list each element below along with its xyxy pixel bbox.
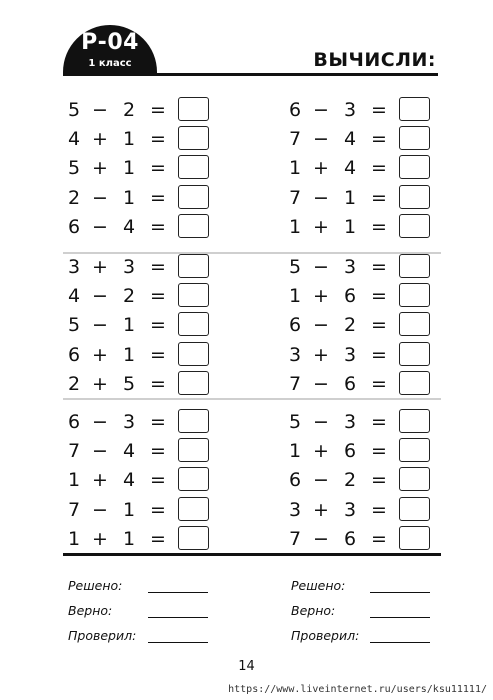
operator: − [313, 528, 329, 550]
operand-a: 6 [289, 99, 302, 121]
answer-box[interactable] [399, 185, 430, 209]
operator: + [313, 285, 329, 307]
equals-sign: = [150, 187, 166, 209]
operand-b: 1 [123, 128, 136, 150]
page-number: 14 [238, 659, 255, 674]
equals-sign: = [150, 285, 166, 307]
operator: + [313, 499, 329, 521]
operand-b: 2 [123, 285, 136, 307]
operand-a: 7 [68, 440, 81, 462]
grade-label: 1 класс [88, 58, 132, 69]
equals-sign: = [150, 216, 166, 238]
answer-box[interactable] [399, 467, 430, 491]
correct-label-left: Верно: [68, 603, 113, 618]
operand-b: 3 [123, 411, 136, 433]
answer-box[interactable] [178, 371, 209, 395]
operator: − [313, 187, 329, 209]
operand-a: 3 [289, 344, 302, 366]
operator: − [313, 373, 329, 395]
operand-b: 1 [123, 344, 136, 366]
operand-b: 5 [123, 373, 136, 395]
equals-sign: = [150, 469, 166, 491]
operator: + [92, 128, 108, 150]
answer-box[interactable] [399, 126, 430, 150]
operand-b: 6 [344, 440, 357, 462]
equals-sign: = [371, 499, 387, 521]
equals-sign: = [371, 256, 387, 278]
operand-b: 1 [123, 187, 136, 209]
operand-b: 6 [344, 373, 357, 395]
equals-sign: = [371, 469, 387, 491]
answer-box[interactable] [178, 126, 209, 150]
operator: + [92, 256, 108, 278]
operand-a: 3 [68, 256, 81, 278]
operand-b: 1 [344, 216, 357, 238]
page-title: ВЫЧИСЛИ: [313, 49, 436, 71]
worksheet-badge [63, 25, 157, 75]
equals-sign: = [371, 440, 387, 462]
operator: − [313, 256, 329, 278]
operator: + [313, 216, 329, 238]
checked-line-left[interactable] [148, 642, 208, 643]
operand-a: 5 [289, 411, 302, 433]
operand-a: 5 [68, 99, 81, 121]
operand-a: 6 [68, 216, 81, 238]
answer-box[interactable] [178, 214, 209, 238]
equals-sign: = [150, 411, 166, 433]
answer-box[interactable] [178, 438, 209, 462]
equals-sign: = [371, 99, 387, 121]
operand-b: 3 [344, 256, 357, 278]
operator: − [313, 314, 329, 336]
equals-sign: = [371, 344, 387, 366]
operand-a: 7 [289, 187, 302, 209]
operand-b: 2 [344, 314, 357, 336]
operand-a: 6 [289, 314, 302, 336]
operand-b: 3 [344, 344, 357, 366]
operator: − [92, 216, 108, 238]
operator: + [92, 528, 108, 550]
operator: + [92, 373, 108, 395]
solved-line-right[interactable] [370, 592, 430, 593]
operand-a: 4 [68, 285, 81, 307]
operator: − [92, 411, 108, 433]
operand-a: 7 [289, 128, 302, 150]
operand-b: 4 [123, 440, 136, 462]
operand-b: 3 [344, 411, 357, 433]
operand-b: 4 [344, 157, 357, 179]
answer-box[interactable] [399, 371, 430, 395]
correct-label-right: Верно: [291, 603, 336, 618]
answer-box[interactable] [178, 467, 209, 491]
operand-b: 1 [123, 528, 136, 550]
equals-sign: = [371, 285, 387, 307]
solved-label-right: Решено: [291, 578, 346, 593]
equals-sign: = [150, 256, 166, 278]
answer-box[interactable] [178, 342, 209, 366]
operand-a: 6 [68, 344, 81, 366]
operand-a: 1 [68, 469, 81, 491]
worksheet-code: Р-04 [81, 30, 139, 55]
equals-sign: = [150, 373, 166, 395]
operand-a: 3 [289, 499, 302, 521]
operator: + [313, 157, 329, 179]
operand-a: 7 [289, 528, 302, 550]
operand-a: 6 [68, 411, 81, 433]
equals-sign: = [150, 344, 166, 366]
operator: + [92, 469, 108, 491]
answer-box[interactable] [178, 155, 209, 179]
operand-b: 4 [123, 216, 136, 238]
equals-sign: = [371, 216, 387, 238]
operand-a: 1 [68, 528, 81, 550]
equals-sign: = [371, 128, 387, 150]
operand-b: 6 [344, 528, 357, 550]
correct-line-right[interactable] [370, 617, 430, 618]
answer-box[interactable] [178, 97, 209, 121]
operator: − [92, 99, 108, 121]
operand-a: 7 [289, 373, 302, 395]
operand-b: 6 [344, 285, 357, 307]
operator: − [92, 440, 108, 462]
group-separator [63, 398, 441, 400]
equals-sign: = [371, 157, 387, 179]
answer-box[interactable] [399, 97, 430, 121]
bottom-rule [63, 553, 441, 556]
group-separator [63, 252, 441, 254]
operand-a: 5 [68, 314, 81, 336]
equals-sign: = [150, 314, 166, 336]
operand-a: 1 [289, 440, 302, 462]
operator: + [92, 157, 108, 179]
answer-box[interactable] [178, 526, 209, 550]
equals-sign: = [371, 314, 387, 336]
equals-sign: = [150, 528, 166, 550]
answer-box[interactable] [178, 409, 209, 433]
operand-b: 4 [123, 469, 136, 491]
operator: − [92, 285, 108, 307]
answer-box[interactable] [399, 342, 430, 366]
equals-sign: = [371, 411, 387, 433]
correct-line-left[interactable] [148, 617, 208, 618]
operator: + [92, 344, 108, 366]
equals-sign: = [371, 373, 387, 395]
answer-box[interactable] [399, 214, 430, 238]
operator: − [313, 99, 329, 121]
equals-sign: = [371, 187, 387, 209]
answer-box[interactable] [178, 254, 209, 278]
operator: − [313, 469, 329, 491]
operand-a: 2 [68, 373, 81, 395]
source-url: https://www.liveinternet.ru/users/ksu11111/ [228, 684, 487, 695]
equals-sign: = [150, 99, 166, 121]
equals-sign: = [150, 128, 166, 150]
operand-b: 1 [123, 314, 136, 336]
operand-b: 2 [123, 99, 136, 121]
answer-box[interactable] [399, 283, 430, 307]
operand-a: 5 [68, 157, 81, 179]
operand-b: 1 [344, 187, 357, 209]
checked-label-right: Проверил: [291, 628, 360, 643]
answer-box[interactable] [399, 438, 430, 462]
operand-b: 3 [344, 499, 357, 521]
operand-a: 1 [289, 157, 302, 179]
equals-sign: = [150, 440, 166, 462]
equals-sign: = [150, 157, 166, 179]
operator: − [313, 411, 329, 433]
answer-box[interactable] [399, 254, 430, 278]
operand-b: 2 [344, 469, 357, 491]
operator: − [92, 499, 108, 521]
operand-a: 6 [289, 469, 302, 491]
answer-box[interactable] [178, 185, 209, 209]
operand-a: 5 [289, 256, 302, 278]
equals-sign: = [371, 528, 387, 550]
operand-b: 3 [344, 99, 357, 121]
solved-line-left[interactable] [148, 592, 208, 593]
operand-a: 1 [289, 216, 302, 238]
operand-a: 1 [289, 285, 302, 307]
answer-box[interactable] [399, 497, 430, 521]
operator: + [313, 440, 329, 462]
answer-box[interactable] [399, 312, 430, 336]
operand-b: 4 [344, 128, 357, 150]
solved-label-left: Решено: [68, 578, 123, 593]
answer-box[interactable] [178, 497, 209, 521]
answer-box[interactable] [399, 155, 430, 179]
checked-line-right[interactable] [370, 642, 430, 643]
operand-a: 4 [68, 128, 81, 150]
operand-a: 7 [68, 499, 81, 521]
operator: − [92, 314, 108, 336]
operator: − [313, 128, 329, 150]
operand-b: 3 [123, 256, 136, 278]
operator: + [313, 344, 329, 366]
operand-b: 1 [123, 157, 136, 179]
answer-box[interactable] [178, 283, 209, 307]
operand-b: 1 [123, 499, 136, 521]
operator: − [92, 187, 108, 209]
operand-a: 2 [68, 187, 81, 209]
answer-box[interactable] [399, 409, 430, 433]
answer-box[interactable] [399, 526, 430, 550]
equals-sign: = [150, 499, 166, 521]
header-rule [63, 73, 438, 76]
checked-label-left: Проверил: [68, 628, 137, 643]
answer-box[interactable] [178, 312, 209, 336]
